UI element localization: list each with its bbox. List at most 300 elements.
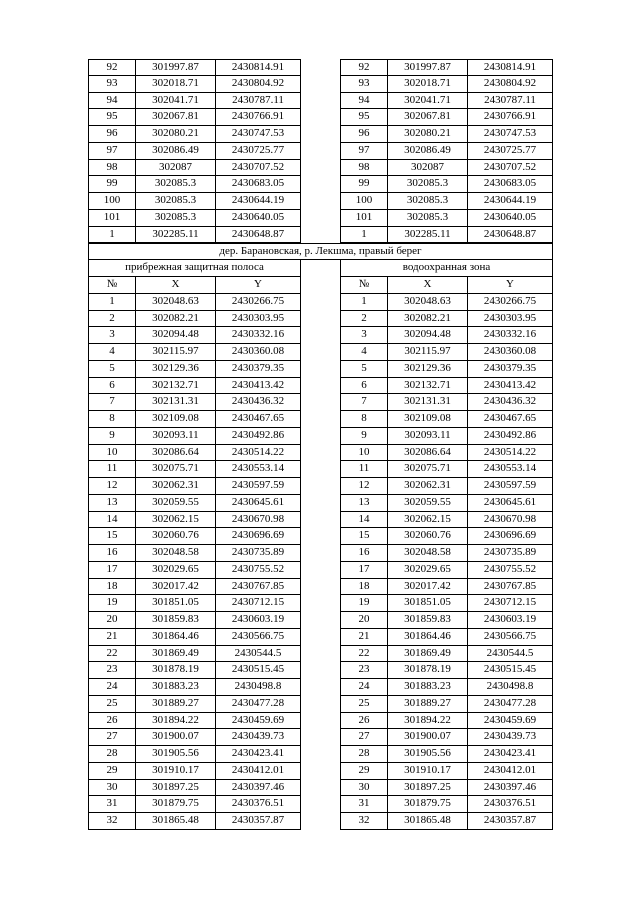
point-number-cell: 29 (341, 763, 388, 780)
right-table-row (340, 612, 553, 629)
y-coordinate-cell: 2430766.91 (216, 109, 300, 126)
x-coordinate-cell: 301878.19 (136, 662, 216, 679)
table-row (88, 646, 553, 663)
left-table-row (88, 361, 301, 378)
x-coordinate-cell: 302085.3 (388, 176, 468, 193)
x-coordinate-cell: 302041.71 (388, 93, 468, 110)
x-coordinate-cell: 302086.49 (388, 143, 468, 160)
x-coordinate-cell: 302131.31 (136, 394, 216, 411)
x-coordinate-cell: 301865.48 (136, 813, 216, 830)
number-header: № (341, 277, 388, 294)
y-coordinate-cell: 2430707.52 (216, 160, 300, 177)
point-number-cell: 24 (89, 679, 136, 696)
left-table-row (88, 210, 301, 227)
table-row (88, 126, 553, 143)
x-coordinate-cell: 302086.64 (136, 445, 216, 462)
y-coordinate-cell: 2430597.59 (216, 478, 300, 495)
point-number-cell: 96 (341, 126, 388, 143)
point-number-cell: 29 (89, 763, 136, 780)
y-coordinate-cell: 2430515.45 (468, 662, 552, 679)
x-coordinate-cell: 301851.05 (136, 595, 216, 612)
right-table-row (340, 227, 553, 244)
y-coordinate-cell: 2430498.8 (216, 679, 300, 696)
x-coordinate-cell: 302048.63 (388, 294, 468, 311)
table-row (88, 378, 553, 395)
x-coordinate-cell: 301889.27 (136, 696, 216, 713)
point-number-cell: 15 (89, 528, 136, 545)
left-table-row (88, 143, 301, 160)
x-coordinate-cell: 302115.97 (388, 344, 468, 361)
left-table-row (88, 193, 301, 210)
y-coordinate-cell: 2430712.15 (468, 595, 552, 612)
point-number-cell: 3 (89, 327, 136, 344)
point-number-cell: 101 (89, 210, 136, 227)
right-table-row (340, 361, 553, 378)
point-number-cell: 23 (89, 662, 136, 679)
y-coordinate-cell: 2430477.28 (468, 696, 552, 713)
y-coordinate-cell: 2430670.98 (216, 512, 300, 529)
top-coordinates-table (88, 59, 553, 243)
point-number-cell: 93 (341, 76, 388, 93)
x-coordinate-cell: 302017.42 (136, 579, 216, 596)
point-number-cell: 1 (341, 294, 388, 311)
table-row (88, 495, 553, 512)
y-coordinate-cell: 2430498.8 (468, 679, 552, 696)
table-row (88, 612, 553, 629)
left-table-row (88, 378, 301, 395)
x-coordinate-cell: 302094.48 (136, 327, 216, 344)
point-number-cell: 26 (341, 713, 388, 730)
right-table-row (340, 76, 553, 93)
point-number-cell: 27 (89, 729, 136, 746)
point-number-cell: 92 (89, 60, 136, 76)
point-number-cell: 15 (341, 528, 388, 545)
y-coordinate-cell: 2430413.42 (468, 378, 552, 395)
y-coordinate-cell: 2430648.87 (216, 227, 300, 244)
point-number-cell: 14 (89, 512, 136, 529)
point-number-cell: 26 (89, 713, 136, 730)
point-number-cell: 4 (341, 344, 388, 361)
table-row (88, 763, 553, 780)
point-number-cell: 22 (89, 646, 136, 663)
x-coordinate-cell: 302062.31 (388, 478, 468, 495)
x-coordinate-cell: 301878.19 (388, 662, 468, 679)
point-number-cell: 101 (341, 210, 388, 227)
right-zone-title: водоохранная зона (340, 260, 553, 277)
y-coordinate-cell: 2430436.32 (468, 394, 552, 411)
point-number-cell: 100 (341, 193, 388, 210)
left-table-row (88, 612, 301, 629)
left-table-row (88, 126, 301, 143)
left-table-row (88, 461, 301, 478)
x-coordinate-cell: 302062.31 (136, 478, 216, 495)
left-table-row (88, 713, 301, 730)
y-coordinate-cell: 2430459.69 (468, 713, 552, 730)
point-number-cell: 13 (89, 495, 136, 512)
x-coordinate-cell: 302085.3 (136, 176, 216, 193)
table-row (88, 696, 553, 713)
right-table-row (340, 595, 553, 612)
right-table-row (340, 512, 553, 529)
y-coordinate-cell: 2430814.91 (468, 60, 552, 76)
left-table-row (88, 746, 301, 763)
point-number-cell: 23 (341, 662, 388, 679)
y-coordinate-cell: 2430648.87 (468, 227, 552, 244)
point-number-cell: 92 (341, 60, 388, 76)
x-coordinate-cell: 302093.11 (136, 428, 216, 445)
y-coordinate-cell: 2430439.73 (468, 729, 552, 746)
left-table-row (88, 445, 301, 462)
left-table-row (88, 311, 301, 328)
y-coordinate-cell: 2430360.08 (468, 344, 552, 361)
y-coordinate-cell: 2430683.05 (216, 176, 300, 193)
table-row (88, 176, 553, 193)
right-table-row (340, 696, 553, 713)
table-row (88, 595, 553, 612)
point-number-cell: 28 (341, 746, 388, 763)
y-coordinate-cell: 2430603.19 (468, 612, 552, 629)
section-title: дер. Барановская, р. Лекшма, правый берег (88, 243, 553, 260)
point-number-cell: 95 (89, 109, 136, 126)
right-table-row (340, 562, 553, 579)
y-coordinate-cell: 2430477.28 (216, 696, 300, 713)
y-coordinate-cell: 2430696.69 (468, 528, 552, 545)
right-table-row (340, 545, 553, 562)
left-table-row (88, 562, 301, 579)
x-coordinate-cell: 301910.17 (388, 763, 468, 780)
point-number-cell: 32 (341, 813, 388, 830)
left-table-row (88, 76, 301, 93)
x-coordinate-cell: 302048.58 (388, 545, 468, 562)
point-number-cell: 32 (89, 813, 136, 830)
table-row (88, 729, 553, 746)
table-row (88, 344, 553, 361)
y-coordinate-cell: 2430266.75 (468, 294, 552, 311)
x-coordinate-cell: 302131.31 (388, 394, 468, 411)
y-coordinate-cell: 2430423.41 (216, 746, 300, 763)
table-row (88, 59, 553, 76)
x-coordinate-cell: 301879.75 (136, 796, 216, 813)
y-coordinate-cell: 2430735.89 (216, 545, 300, 562)
left-table-row (88, 595, 301, 612)
left-table-row (88, 629, 301, 646)
left-table-row (88, 579, 301, 596)
x-coordinate-cell: 302080.21 (136, 126, 216, 143)
point-number-cell: 11 (341, 461, 388, 478)
left-table-row (88, 495, 301, 512)
table-row (88, 93, 553, 110)
x-coordinate-cell: 301910.17 (136, 763, 216, 780)
x-coordinate-cell: 302060.76 (136, 528, 216, 545)
table-row (88, 478, 553, 495)
y-coordinate-cell: 2430412.01 (216, 763, 300, 780)
point-number-cell: 98 (89, 160, 136, 177)
table-row (88, 361, 553, 378)
point-number-cell: 22 (341, 646, 388, 663)
x-coordinate-cell: 302132.71 (388, 378, 468, 395)
x-coordinate-cell: 301900.07 (388, 729, 468, 746)
left-table-row (88, 344, 301, 361)
y-coordinate-cell: 2430514.22 (216, 445, 300, 462)
right-table-row (340, 378, 553, 395)
x-coordinate-cell: 301864.46 (136, 629, 216, 646)
point-number-cell: 17 (341, 562, 388, 579)
point-number-cell: 94 (89, 93, 136, 110)
y-coordinate-cell: 2430266.75 (216, 294, 300, 311)
table-row (88, 562, 553, 579)
point-number-cell: 17 (89, 562, 136, 579)
x-coordinate-cell: 301905.56 (388, 746, 468, 763)
y-coordinate-cell: 2430544.5 (468, 646, 552, 663)
y-coordinate-cell: 2430357.87 (468, 813, 552, 830)
point-number-cell: 20 (89, 612, 136, 629)
right-table-row (340, 528, 553, 545)
x-coordinate-cell: 302062.15 (136, 512, 216, 529)
table-row (88, 679, 553, 696)
left-table-row (88, 294, 301, 311)
point-number-cell: 20 (341, 612, 388, 629)
number-header: № (89, 277, 136, 294)
x-coordinate-cell: 302087 (136, 160, 216, 177)
right-table-row (340, 579, 553, 596)
x-coordinate-cell: 301997.87 (388, 60, 468, 76)
table-row (88, 143, 553, 160)
table-row (88, 210, 553, 227)
point-number-cell: 10 (341, 445, 388, 462)
point-number-cell: 1 (89, 294, 136, 311)
table-row (88, 160, 553, 177)
y-header: Y (216, 277, 300, 294)
x-coordinate-cell: 302059.55 (388, 495, 468, 512)
table-row (88, 662, 553, 679)
right-table-row (340, 662, 553, 679)
y-coordinate-cell: 2430423.41 (468, 746, 552, 763)
right-table-row (340, 160, 553, 177)
x-coordinate-cell: 302060.76 (388, 528, 468, 545)
right-table-row (340, 629, 553, 646)
point-number-cell: 7 (341, 394, 388, 411)
y-header: Y (468, 277, 552, 294)
x-coordinate-cell: 301879.75 (388, 796, 468, 813)
x-coordinate-cell: 302082.21 (136, 311, 216, 328)
x-coordinate-cell: 302285.11 (136, 227, 216, 244)
y-coordinate-cell: 2430553.14 (216, 461, 300, 478)
point-number-cell: 95 (341, 109, 388, 126)
x-coordinate-cell: 302129.36 (136, 361, 216, 378)
table-row (88, 327, 553, 344)
y-coordinate-cell: 2430814.91 (216, 60, 300, 76)
y-coordinate-cell: 2430644.19 (468, 193, 552, 210)
y-coordinate-cell: 2430413.42 (216, 378, 300, 395)
right-table-row (340, 59, 553, 76)
main-coordinates-table (88, 294, 553, 830)
x-coordinate-cell: 302285.11 (388, 227, 468, 244)
right-table-row (340, 193, 553, 210)
left-table-row (88, 428, 301, 445)
y-coordinate-cell: 2430467.65 (468, 411, 552, 428)
right-header-row (340, 277, 553, 294)
x-coordinate-cell: 302029.65 (136, 562, 216, 579)
y-coordinate-cell: 2430767.85 (216, 579, 300, 596)
right-table-row (340, 813, 553, 830)
y-coordinate-cell: 2430804.92 (468, 76, 552, 93)
x-coordinate-cell: 302109.08 (388, 411, 468, 428)
right-table-row (340, 210, 553, 227)
point-number-cell: 9 (341, 428, 388, 445)
point-number-cell: 16 (341, 545, 388, 562)
left-table-row (88, 411, 301, 428)
point-number-cell: 30 (89, 780, 136, 797)
point-number-cell: 31 (89, 796, 136, 813)
y-coordinate-cell: 2430360.08 (216, 344, 300, 361)
point-number-cell: 13 (341, 495, 388, 512)
y-coordinate-cell: 2430566.75 (468, 629, 552, 646)
y-coordinate-cell: 2430712.15 (216, 595, 300, 612)
x-coordinate-cell: 302041.71 (136, 93, 216, 110)
x-coordinate-cell: 302085.3 (388, 210, 468, 227)
y-coordinate-cell: 2430303.95 (468, 311, 552, 328)
left-table-row (88, 763, 301, 780)
x-coordinate-cell: 302086.64 (388, 445, 468, 462)
y-coordinate-cell: 2430644.19 (216, 193, 300, 210)
y-coordinate-cell: 2430439.73 (216, 729, 300, 746)
right-table-row (340, 780, 553, 797)
x-coordinate-cell: 302067.81 (136, 109, 216, 126)
y-coordinate-cell: 2430683.05 (468, 176, 552, 193)
right-table-row (340, 428, 553, 445)
x-coordinate-cell: 302029.65 (388, 562, 468, 579)
x-coordinate-cell: 301894.22 (136, 713, 216, 730)
point-number-cell: 18 (341, 579, 388, 596)
x-coordinate-cell: 302059.55 (136, 495, 216, 512)
coordinates-document (88, 59, 553, 830)
x-coordinate-cell: 302018.71 (136, 76, 216, 93)
x-coordinate-cell: 302094.48 (388, 327, 468, 344)
x-coordinate-cell: 302093.11 (388, 428, 468, 445)
point-number-cell: 7 (89, 394, 136, 411)
right-table-row (340, 763, 553, 780)
y-coordinate-cell: 2430603.19 (216, 612, 300, 629)
column-header-row (88, 277, 553, 294)
y-coordinate-cell: 2430303.95 (216, 311, 300, 328)
point-number-cell: 1 (341, 227, 388, 244)
point-number-cell: 10 (89, 445, 136, 462)
table-row (88, 227, 553, 244)
right-table-row (340, 646, 553, 663)
point-number-cell: 6 (89, 378, 136, 395)
x-coordinate-cell: 302082.21 (388, 311, 468, 328)
table-row (88, 109, 553, 126)
y-coordinate-cell: 2430412.01 (468, 763, 552, 780)
point-number-cell: 4 (89, 344, 136, 361)
point-number-cell: 16 (89, 545, 136, 562)
right-table-row (340, 109, 553, 126)
right-table-row (340, 461, 553, 478)
point-number-cell: 3 (341, 327, 388, 344)
left-table-row (88, 93, 301, 110)
x-coordinate-cell: 301883.23 (388, 679, 468, 696)
x-coordinate-cell: 302085.3 (388, 193, 468, 210)
x-coordinate-cell: 301883.23 (136, 679, 216, 696)
y-coordinate-cell: 2430492.86 (216, 428, 300, 445)
point-number-cell: 12 (89, 478, 136, 495)
point-number-cell: 5 (341, 361, 388, 378)
table-row (88, 579, 553, 596)
x-coordinate-cell: 301851.05 (388, 595, 468, 612)
left-table-row (88, 512, 301, 529)
point-number-cell: 25 (341, 696, 388, 713)
point-number-cell: 12 (341, 478, 388, 495)
x-coordinate-cell: 301897.25 (136, 780, 216, 797)
table-row (88, 713, 553, 730)
y-coordinate-cell: 2430755.52 (468, 562, 552, 579)
x-coordinate-cell: 301859.83 (136, 612, 216, 629)
zone-titles-row (88, 260, 553, 277)
x-coordinate-cell: 301869.49 (388, 646, 468, 663)
x-coordinate-cell: 302067.81 (388, 109, 468, 126)
table-row (88, 796, 553, 813)
point-number-cell: 6 (341, 378, 388, 395)
y-coordinate-cell: 2430376.51 (468, 796, 552, 813)
point-number-cell: 31 (341, 796, 388, 813)
left-table-row (88, 227, 301, 244)
point-number-cell: 97 (89, 143, 136, 160)
y-coordinate-cell: 2430597.59 (468, 478, 552, 495)
left-table-row (88, 59, 301, 76)
right-table-row (340, 394, 553, 411)
left-table-row (88, 796, 301, 813)
point-number-cell: 8 (341, 411, 388, 428)
table-row (88, 629, 553, 646)
point-number-cell: 24 (341, 679, 388, 696)
right-table-row (340, 344, 553, 361)
x-coordinate-cell: 301897.25 (388, 780, 468, 797)
y-coordinate-cell: 2430467.65 (216, 411, 300, 428)
y-coordinate-cell: 2430515.45 (216, 662, 300, 679)
x-coordinate-cell: 301905.56 (136, 746, 216, 763)
y-coordinate-cell: 2430436.32 (216, 394, 300, 411)
left-table-row (88, 528, 301, 545)
point-number-cell: 14 (341, 512, 388, 529)
point-number-cell: 100 (89, 193, 136, 210)
right-table-row (340, 411, 553, 428)
x-coordinate-cell: 302085.3 (136, 193, 216, 210)
left-table-row (88, 646, 301, 663)
right-table-row (340, 327, 553, 344)
table-row (88, 813, 553, 830)
right-table-row (340, 713, 553, 730)
y-coordinate-cell: 2430735.89 (468, 545, 552, 562)
x-header: X (136, 277, 216, 294)
left-table-row (88, 662, 301, 679)
left-table-row (88, 729, 301, 746)
x-coordinate-cell: 301859.83 (388, 612, 468, 629)
point-number-cell: 5 (89, 361, 136, 378)
y-coordinate-cell: 2430787.11 (468, 93, 552, 110)
table-row (88, 428, 553, 445)
x-coordinate-cell: 302086.49 (136, 143, 216, 160)
right-table-row (340, 478, 553, 495)
y-coordinate-cell: 2430376.51 (216, 796, 300, 813)
x-coordinate-cell: 302017.42 (388, 579, 468, 596)
y-coordinate-cell: 2430725.77 (468, 143, 552, 160)
x-coordinate-cell: 301865.48 (388, 813, 468, 830)
y-coordinate-cell: 2430696.69 (216, 528, 300, 545)
y-coordinate-cell: 2430767.85 (468, 579, 552, 596)
y-coordinate-cell: 2430544.5 (216, 646, 300, 663)
y-coordinate-cell: 2430397.46 (468, 780, 552, 797)
left-table-row (88, 545, 301, 562)
